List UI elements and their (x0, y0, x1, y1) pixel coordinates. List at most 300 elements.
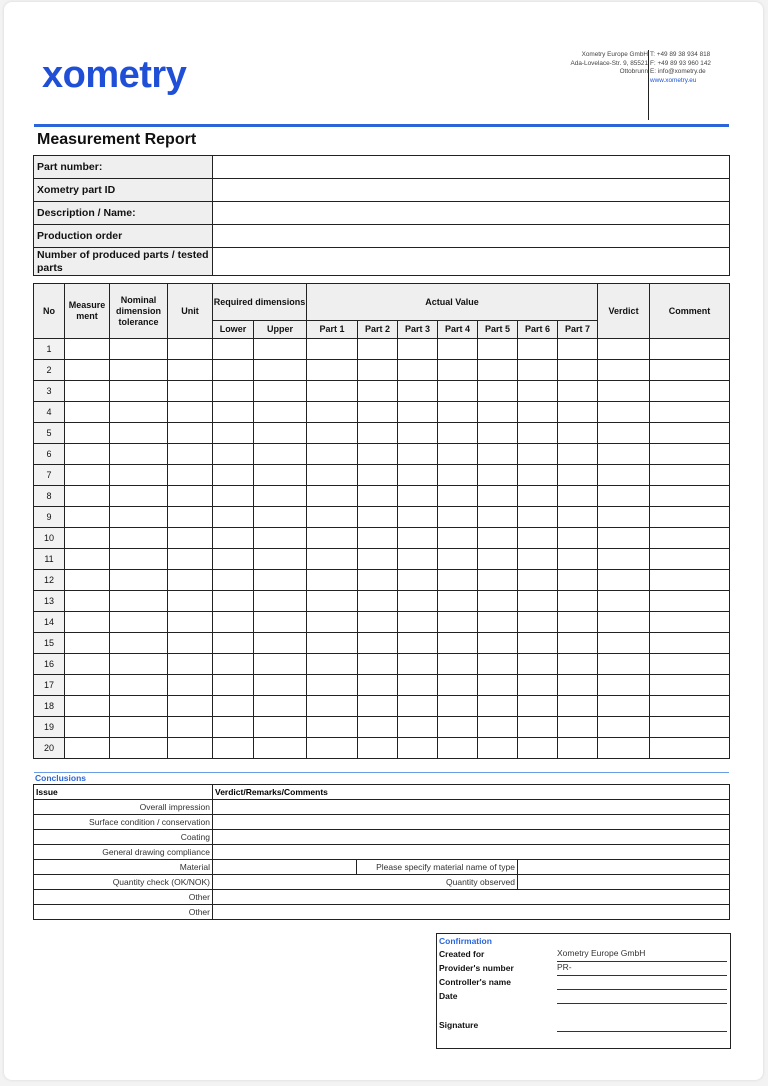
measurement-cell[interactable] (254, 360, 307, 381)
measurement-cell[interactable] (478, 738, 518, 759)
measurement-cell[interactable] (358, 591, 398, 612)
measurement-cell[interactable] (358, 381, 398, 402)
measurement-cell[interactable] (518, 696, 558, 717)
measurement-cell[interactable] (307, 360, 358, 381)
measurement-cell[interactable] (65, 423, 110, 444)
measurement-cell[interactable] (110, 654, 168, 675)
measurement-cell[interactable] (307, 402, 358, 423)
measurement-cell[interactable] (168, 528, 213, 549)
measurement-cell[interactable] (65, 360, 110, 381)
measurement-cell[interactable] (438, 633, 478, 654)
measurement-cell[interactable] (358, 738, 398, 759)
measurement-cell[interactable] (558, 486, 598, 507)
measurement-cell[interactable] (168, 549, 213, 570)
measurement-cell[interactable] (558, 465, 598, 486)
measurement-cell[interactable] (254, 339, 307, 360)
measurement-cell[interactable] (307, 654, 358, 675)
measurement-cell[interactable] (65, 528, 110, 549)
measurement-cell[interactable] (168, 675, 213, 696)
measurement-cell[interactable] (307, 591, 358, 612)
measurement-cell[interactable] (518, 654, 558, 675)
measurement-cell[interactable] (598, 717, 650, 738)
measurement-cell[interactable] (254, 570, 307, 591)
measurement-cell[interactable] (65, 570, 110, 591)
measurement-cell[interactable] (518, 507, 558, 528)
measurement-cell[interactable] (110, 528, 168, 549)
measurement-cell[interactable] (65, 696, 110, 717)
measurement-cell[interactable] (478, 591, 518, 612)
measurement-cell[interactable] (398, 402, 438, 423)
measurement-cell[interactable] (110, 381, 168, 402)
measurement-cell[interactable] (558, 675, 598, 696)
measurement-cell[interactable] (438, 381, 478, 402)
measurement-cell[interactable] (358, 675, 398, 696)
measurement-cell[interactable] (358, 507, 398, 528)
measurement-cell[interactable] (650, 507, 730, 528)
info-value-field[interactable] (213, 225, 730, 248)
measurement-cell[interactable] (65, 675, 110, 696)
measurement-cell[interactable] (110, 402, 168, 423)
measurement-cell[interactable] (168, 360, 213, 381)
measurement-cell[interactable] (65, 549, 110, 570)
measurement-cell[interactable] (518, 339, 558, 360)
measurement-cell[interactable] (110, 465, 168, 486)
measurement-cell[interactable] (213, 486, 254, 507)
measurement-cell[interactable] (398, 738, 438, 759)
measurement-cell[interactable] (65, 339, 110, 360)
measurement-cell[interactable] (358, 528, 398, 549)
measurement-cell[interactable] (398, 633, 438, 654)
measurement-cell[interactable] (518, 738, 558, 759)
measurement-cell[interactable] (168, 633, 213, 654)
measurement-cell[interactable] (598, 528, 650, 549)
remark-field[interactable] (213, 890, 730, 905)
measurement-cell[interactable] (168, 612, 213, 633)
measurement-cell[interactable] (478, 423, 518, 444)
measurement-cell[interactable] (254, 654, 307, 675)
measurement-cell[interactable] (650, 402, 730, 423)
measurement-cell[interactable] (213, 549, 254, 570)
measurement-cell[interactable] (213, 612, 254, 633)
measurement-cell[interactable] (307, 738, 358, 759)
measurement-cell[interactable] (650, 654, 730, 675)
measurement-cell[interactable] (168, 339, 213, 360)
measurement-cell[interactable] (518, 528, 558, 549)
measurement-cell[interactable] (65, 738, 110, 759)
measurement-cell[interactable] (358, 549, 398, 570)
measurement-cell[interactable] (398, 381, 438, 402)
measurement-cell[interactable] (518, 675, 558, 696)
measurement-cell[interactable] (254, 675, 307, 696)
measurement-cell[interactable] (650, 360, 730, 381)
measurement-cell[interactable] (558, 612, 598, 633)
measurement-cell[interactable] (478, 360, 518, 381)
measurement-cell[interactable] (213, 381, 254, 402)
measurement-cell[interactable] (650, 570, 730, 591)
measurement-cell[interactable] (168, 402, 213, 423)
measurement-cell[interactable] (518, 717, 558, 738)
measurement-cell[interactable] (307, 612, 358, 633)
measurement-cell[interactable] (398, 528, 438, 549)
quantity-field[interactable] (518, 875, 730, 890)
provider-number-field[interactable]: PR- (557, 962, 727, 976)
measurement-cell[interactable] (558, 360, 598, 381)
measurement-cell[interactable] (478, 549, 518, 570)
measurement-cell[interactable] (438, 486, 478, 507)
remark-field[interactable] (213, 815, 730, 830)
measurement-cell[interactable] (358, 654, 398, 675)
measurement-cell[interactable] (478, 528, 518, 549)
measurement-cell[interactable] (518, 570, 558, 591)
measurement-cell[interactable] (110, 486, 168, 507)
measurement-cell[interactable] (478, 465, 518, 486)
measurement-cell[interactable] (307, 381, 358, 402)
measurement-cell[interactable] (438, 444, 478, 465)
measurement-cell[interactable] (438, 465, 478, 486)
info-value-field[interactable] (213, 202, 730, 225)
measurement-cell[interactable] (438, 402, 478, 423)
measurement-cell[interactable] (650, 738, 730, 759)
measurement-cell[interactable] (438, 738, 478, 759)
measurement-cell[interactable] (598, 486, 650, 507)
measurement-cell[interactable] (558, 654, 598, 675)
measurement-cell[interactable] (358, 402, 398, 423)
measurement-cell[interactable] (110, 738, 168, 759)
measurement-cell[interactable] (65, 717, 110, 738)
measurement-cell[interactable] (254, 528, 307, 549)
measurement-cell[interactable] (168, 507, 213, 528)
measurement-cell[interactable] (518, 423, 558, 444)
measurement-cell[interactable] (110, 423, 168, 444)
measurement-cell[interactable] (598, 402, 650, 423)
measurement-cell[interactable] (254, 507, 307, 528)
measurement-cell[interactable] (65, 402, 110, 423)
measurement-cell[interactable] (650, 633, 730, 654)
measurement-cell[interactable] (307, 570, 358, 591)
remark-field[interactable] (213, 830, 730, 845)
measurement-cell[interactable] (518, 549, 558, 570)
measurement-cell[interactable] (650, 696, 730, 717)
measurement-cell[interactable] (307, 633, 358, 654)
measurement-cell[interactable] (518, 633, 558, 654)
measurement-cell[interactable] (438, 717, 478, 738)
measurement-cell[interactable] (110, 444, 168, 465)
measurement-cell[interactable] (110, 717, 168, 738)
measurement-cell[interactable] (478, 570, 518, 591)
measurement-cell[interactable] (518, 360, 558, 381)
measurement-cell[interactable] (518, 402, 558, 423)
measurement-cell[interactable] (307, 675, 358, 696)
measurement-cell[interactable] (358, 633, 398, 654)
measurement-cell[interactable] (65, 381, 110, 402)
measurement-cell[interactable] (358, 360, 398, 381)
measurement-cell[interactable] (358, 444, 398, 465)
measurement-cell[interactable] (254, 486, 307, 507)
measurement-cell[interactable] (168, 570, 213, 591)
controller-name-field[interactable] (557, 976, 727, 990)
date-field[interactable] (557, 990, 727, 1004)
measurement-cell[interactable] (598, 633, 650, 654)
measurement-cell[interactable] (398, 465, 438, 486)
signature-field[interactable] (557, 1018, 727, 1032)
measurement-cell[interactable] (438, 675, 478, 696)
measurement-cell[interactable] (307, 696, 358, 717)
measurement-cell[interactable] (398, 423, 438, 444)
measurement-cell[interactable] (110, 570, 168, 591)
measurement-cell[interactable] (398, 549, 438, 570)
measurement-cell[interactable] (650, 717, 730, 738)
measurement-cell[interactable] (598, 612, 650, 633)
measurement-cell[interactable] (398, 360, 438, 381)
measurement-cell[interactable] (558, 738, 598, 759)
measurement-cell[interactable] (598, 423, 650, 444)
measurement-cell[interactable] (598, 738, 650, 759)
measurement-cell[interactable] (438, 591, 478, 612)
measurement-cell[interactable] (558, 444, 598, 465)
measurement-cell[interactable] (213, 570, 254, 591)
measurement-cell[interactable] (65, 654, 110, 675)
measurement-cell[interactable] (213, 465, 254, 486)
measurement-cell[interactable] (650, 381, 730, 402)
remark-field[interactable] (213, 845, 730, 860)
measurement-cell[interactable] (398, 444, 438, 465)
measurement-cell[interactable] (598, 696, 650, 717)
measurement-cell[interactable] (168, 381, 213, 402)
measurement-cell[interactable] (168, 423, 213, 444)
measurement-cell[interactable] (398, 507, 438, 528)
measurement-cell[interactable] (438, 570, 478, 591)
measurement-cell[interactable] (358, 717, 398, 738)
measurement-cell[interactable] (650, 465, 730, 486)
created-for-value[interactable]: Xometry Europe GmbH (557, 948, 727, 962)
measurement-cell[interactable] (358, 465, 398, 486)
measurement-cell[interactable] (168, 591, 213, 612)
measurement-cell[interactable] (598, 339, 650, 360)
measurement-cell[interactable] (650, 612, 730, 633)
measurement-cell[interactable] (65, 465, 110, 486)
measurement-cell[interactable] (254, 465, 307, 486)
measurement-cell[interactable] (254, 381, 307, 402)
measurement-cell[interactable] (398, 486, 438, 507)
measurement-cell[interactable] (213, 402, 254, 423)
measurement-cell[interactable] (110, 549, 168, 570)
measurement-cell[interactable] (110, 612, 168, 633)
measurement-cell[interactable] (558, 339, 598, 360)
measurement-cell[interactable] (478, 612, 518, 633)
measurement-cell[interactable] (213, 507, 254, 528)
measurement-cell[interactable] (598, 570, 650, 591)
measurement-cell[interactable] (307, 528, 358, 549)
website-link[interactable]: www.xometry.eu (650, 76, 697, 84)
measurement-cell[interactable] (650, 339, 730, 360)
measurement-cell[interactable] (358, 696, 398, 717)
measurement-cell[interactable] (398, 675, 438, 696)
measurement-cell[interactable] (558, 696, 598, 717)
measurement-cell[interactable] (168, 654, 213, 675)
measurement-cell[interactable] (438, 507, 478, 528)
info-value-field[interactable] (213, 156, 730, 179)
remark-field[interactable] (213, 800, 730, 815)
info-value-field[interactable] (213, 248, 730, 276)
measurement-cell[interactable] (478, 402, 518, 423)
measurement-cell[interactable] (213, 528, 254, 549)
measurement-cell[interactable] (598, 360, 650, 381)
measurement-cell[interactable] (650, 549, 730, 570)
measurement-cell[interactable] (518, 465, 558, 486)
measurement-cell[interactable] (478, 486, 518, 507)
measurement-cell[interactable] (254, 696, 307, 717)
measurement-cell[interactable] (650, 444, 730, 465)
measurement-cell[interactable] (398, 591, 438, 612)
measurement-cell[interactable] (213, 675, 254, 696)
measurement-cell[interactable] (254, 423, 307, 444)
measurement-cell[interactable] (478, 654, 518, 675)
measurement-cell[interactable] (254, 402, 307, 423)
measurement-cell[interactable] (358, 612, 398, 633)
measurement-cell[interactable] (307, 486, 358, 507)
measurement-cell[interactable] (598, 675, 650, 696)
measurement-cell[interactable] (598, 381, 650, 402)
measurement-cell[interactable] (110, 696, 168, 717)
measurement-cell[interactable] (65, 486, 110, 507)
measurement-cell[interactable] (65, 612, 110, 633)
measurement-cell[interactable] (478, 507, 518, 528)
measurement-cell[interactable] (307, 717, 358, 738)
measurement-cell[interactable] (558, 717, 598, 738)
measurement-cell[interactable] (307, 339, 358, 360)
measurement-cell[interactable] (518, 612, 558, 633)
measurement-cell[interactable] (650, 528, 730, 549)
measurement-cell[interactable] (307, 444, 358, 465)
measurement-cell[interactable] (65, 633, 110, 654)
measurement-cell[interactable] (598, 549, 650, 570)
measurement-cell[interactable] (358, 486, 398, 507)
measurement-cell[interactable] (558, 570, 598, 591)
measurement-cell[interactable] (438, 339, 478, 360)
measurement-cell[interactable] (358, 423, 398, 444)
measurement-cell[interactable] (254, 633, 307, 654)
measurement-cell[interactable] (168, 717, 213, 738)
measurement-cell[interactable] (307, 549, 358, 570)
measurement-cell[interactable] (478, 675, 518, 696)
measurement-cell[interactable] (254, 444, 307, 465)
remark-field[interactable] (213, 860, 357, 875)
measurement-cell[interactable] (558, 423, 598, 444)
remark-field[interactable] (213, 905, 730, 920)
measurement-cell[interactable] (213, 423, 254, 444)
measurement-cell[interactable] (558, 591, 598, 612)
measurement-cell[interactable] (650, 675, 730, 696)
measurement-cell[interactable] (558, 507, 598, 528)
measurement-cell[interactable] (478, 633, 518, 654)
measurement-cell[interactable] (213, 738, 254, 759)
measurement-cell[interactable] (398, 339, 438, 360)
measurement-cell[interactable] (65, 444, 110, 465)
measurement-cell[interactable] (168, 696, 213, 717)
measurement-cell[interactable] (650, 591, 730, 612)
measurement-cell[interactable] (650, 486, 730, 507)
measurement-cell[interactable] (518, 591, 558, 612)
measurement-cell[interactable] (254, 612, 307, 633)
measurement-cell[interactable] (478, 381, 518, 402)
measurement-cell[interactable] (398, 696, 438, 717)
material-field[interactable] (518, 860, 730, 875)
measurement-cell[interactable] (438, 423, 478, 444)
measurement-cell[interactable] (598, 444, 650, 465)
measurement-cell[interactable] (213, 654, 254, 675)
measurement-cell[interactable] (598, 591, 650, 612)
measurement-cell[interactable] (398, 570, 438, 591)
measurement-cell[interactable] (254, 738, 307, 759)
measurement-cell[interactable] (438, 360, 478, 381)
measurement-cell[interactable] (213, 339, 254, 360)
measurement-cell[interactable] (110, 507, 168, 528)
measurement-cell[interactable] (518, 444, 558, 465)
measurement-cell[interactable] (168, 465, 213, 486)
measurement-cell[interactable] (478, 339, 518, 360)
measurement-cell[interactable] (358, 570, 398, 591)
measurement-cell[interactable] (213, 696, 254, 717)
measurement-cell[interactable] (65, 591, 110, 612)
measurement-cell[interactable] (398, 717, 438, 738)
measurement-cell[interactable] (213, 633, 254, 654)
measurement-cell[interactable] (213, 591, 254, 612)
measurement-cell[interactable] (558, 633, 598, 654)
measurement-cell[interactable] (254, 549, 307, 570)
measurement-cell[interactable] (110, 675, 168, 696)
measurement-cell[interactable] (478, 696, 518, 717)
measurement-cell[interactable] (358, 339, 398, 360)
measurement-cell[interactable] (558, 549, 598, 570)
measurement-cell[interactable] (518, 381, 558, 402)
measurement-cell[interactable] (438, 654, 478, 675)
measurement-cell[interactable] (598, 465, 650, 486)
measurement-cell[interactable] (558, 528, 598, 549)
measurement-cell[interactable] (650, 423, 730, 444)
measurement-cell[interactable] (558, 402, 598, 423)
measurement-cell[interactable] (438, 696, 478, 717)
measurement-cell[interactable] (213, 444, 254, 465)
measurement-cell[interactable] (307, 507, 358, 528)
measurement-cell[interactable] (254, 591, 307, 612)
measurement-cell[interactable] (478, 444, 518, 465)
measurement-cell[interactable] (438, 528, 478, 549)
measurement-cell[interactable] (398, 612, 438, 633)
measurement-cell[interactable] (254, 717, 307, 738)
measurement-cell[interactable] (438, 612, 478, 633)
measurement-cell[interactable] (110, 633, 168, 654)
measurement-cell[interactable] (558, 381, 598, 402)
measurement-cell[interactable] (110, 339, 168, 360)
measurement-cell[interactable] (213, 360, 254, 381)
measurement-cell[interactable] (213, 717, 254, 738)
measurement-cell[interactable] (110, 591, 168, 612)
measurement-cell[interactable] (168, 738, 213, 759)
measurement-cell[interactable] (110, 360, 168, 381)
measurement-cell[interactable] (398, 654, 438, 675)
measurement-cell[interactable] (598, 507, 650, 528)
measurement-cell[interactable] (598, 654, 650, 675)
measurement-cell[interactable] (307, 465, 358, 486)
measurement-cell[interactable] (168, 444, 213, 465)
measurement-cell[interactable] (65, 507, 110, 528)
measurement-cell[interactable] (168, 486, 213, 507)
measurement-cell[interactable] (307, 423, 358, 444)
info-value-field[interactable] (213, 179, 730, 202)
measurement-cell[interactable] (478, 717, 518, 738)
measurement-cell[interactable] (438, 549, 478, 570)
measurement-cell[interactable] (518, 486, 558, 507)
